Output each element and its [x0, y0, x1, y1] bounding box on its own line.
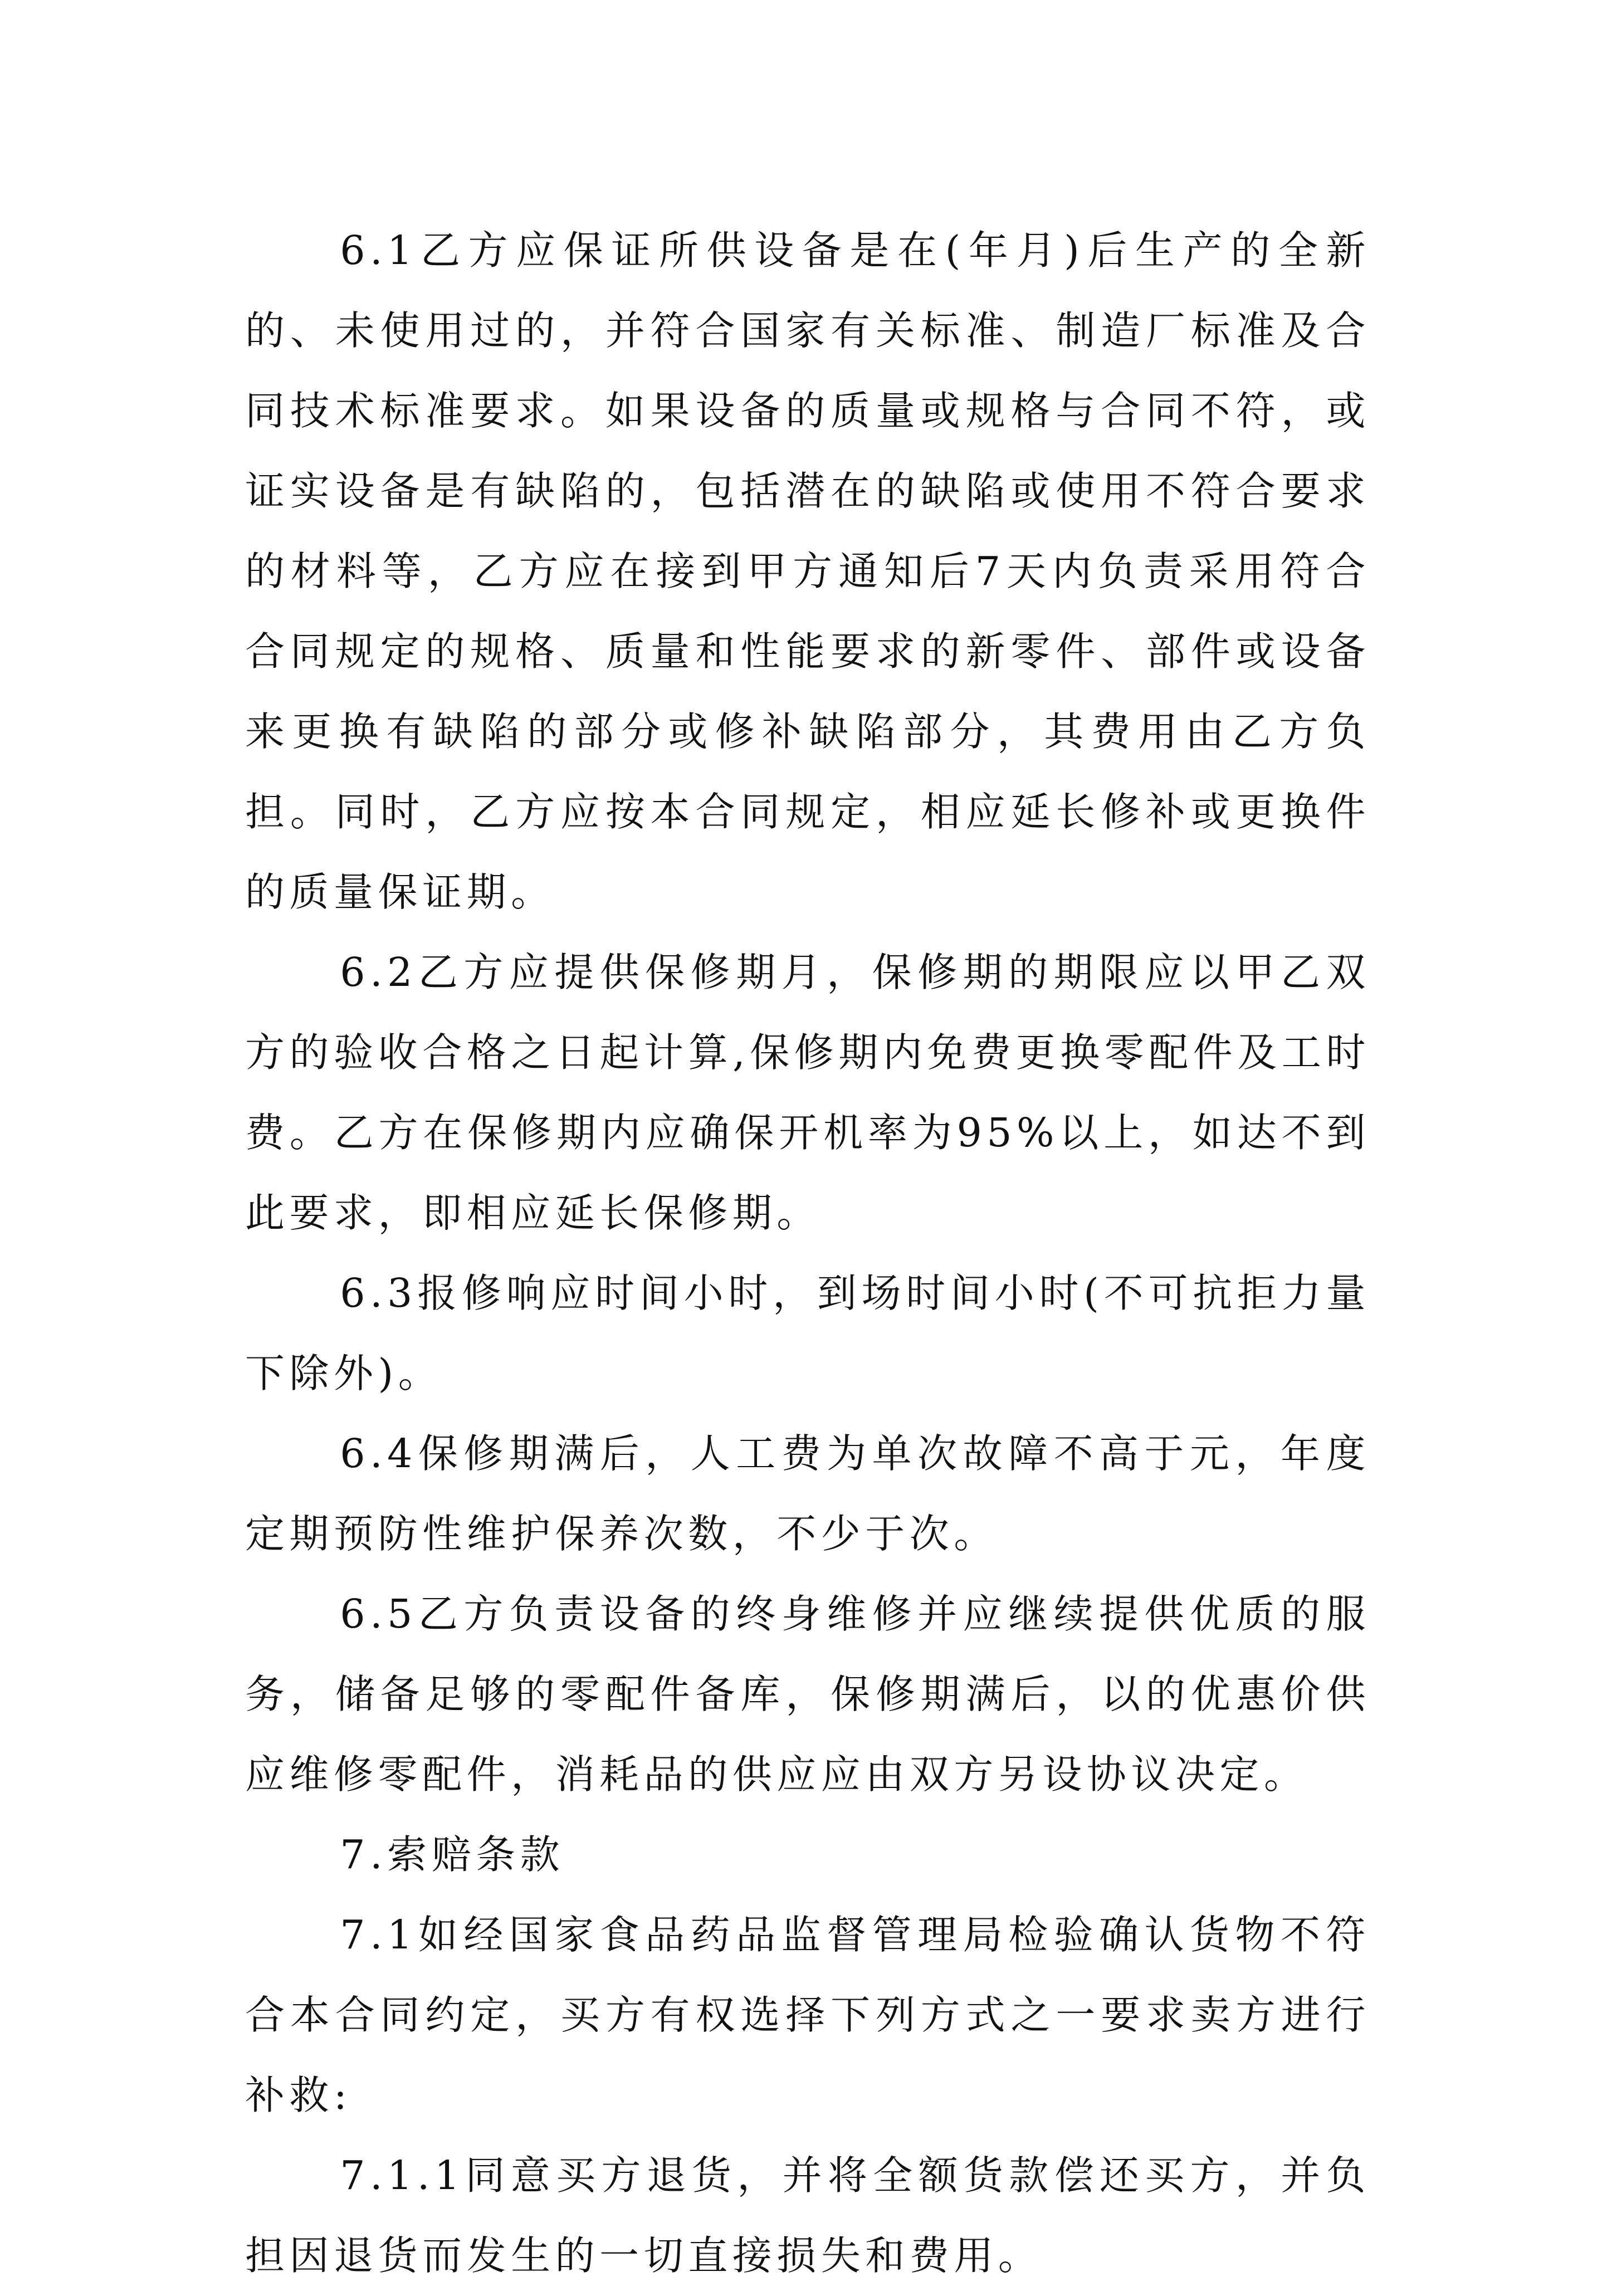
document-body [245, 211, 1370, 2296]
clause-6-2: 6.2乙方应提供保修期月，保修期的期限应以甲乙双方的验收合格之日起计算,保修期内免费更换零配件及工时费。乙方在保修期内应确保开机率为95%以上，如达不到此要求，即相应延长保修期。 [245, 949, 1370, 1236]
clause-6-5: 6.5乙方负责设备的终身维修并应继续提供优质的服务，储备足够的零配件备库，保修期满后，以的优惠价供应维修零配件，消耗品的供应应由双方另设协议决定。 [245, 1591, 1370, 1797]
section-7-heading: 7.索赔条款 [340, 1831, 565, 1878]
clause-6-1: 6.1乙方应保证所供设备是在(年月)后生产的全新的、未使用过的，并符合国家有关标准、制造厂标准及合同技术标准要求。如果设备的质量或规格与合同不符，或证实设备是有缺陷的，包括潜在的缺陷或使用不符合要求的材料等，乙方应在接到甲方通知后7天内负责采用符合合同规定的规格、质量和性能要求的新零件、部件或设备来更换有缺陷的部分或修补缺陷部分，其费用由乙方负担。同时，乙方应按本合同规定，相应延长修补或更换件的质量保证期。 [245, 227, 1370, 915]
clause-6-3: 6.3报修响应时间小时，到场时间小时(不可抗拒力量下除外)。 [245, 1270, 1370, 1396]
clause-6-4: 6.4保修期满后，人工费为单次故障不高于元，年度定期预防性维护保养次数，不少于次。 [245, 1430, 1370, 1557]
clause-7-1-1: 7.1.1同意买方退货，并将全额货款偿还买方，并负担因退货而发生的一切直接损失和费用。 [245, 2152, 1370, 2279]
clause-7-1: 7.1如经国家食品药品监督管理局检验确认货物不符合本合同约定，买方有权选择下列方式之一要求卖方进行补救: [245, 1912, 1370, 2118]
